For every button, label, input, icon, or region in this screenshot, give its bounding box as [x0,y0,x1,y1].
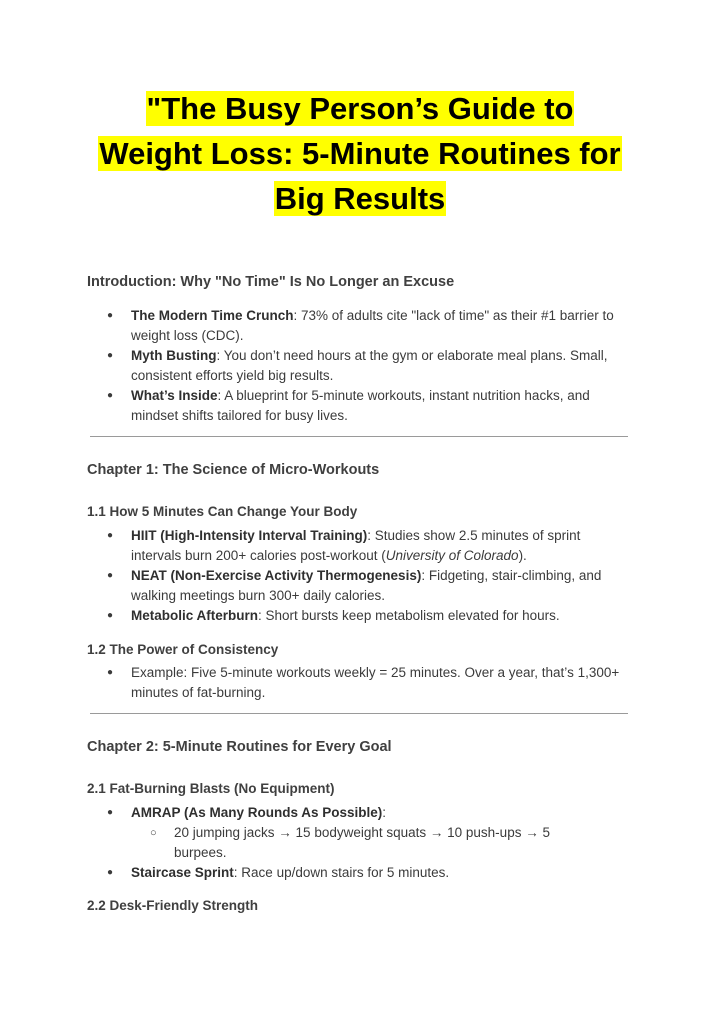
item-text: : You don’t need hours at the gym or elaborate meal plans. Small, consistent efforts yield big results. [131,348,608,383]
item-text: Example: Five 5-minute workouts weekly = 25 minutes. Over a year, that’s 1,300+ minutes of fat-burning. [131,665,620,700]
document-title [60,86,660,221]
chapter1-heading: Chapter 1: The Science of Micro-Workouts [87,462,380,478]
section-divider [90,713,628,714]
item-text: : Studies show 2.5 minutes of sprint intervals burn 200+ calories post-workout ( [131,528,581,563]
item-label: Myth Busting [131,348,217,363]
section-divider [90,436,628,437]
item-label: What’s Inside [131,388,218,403]
section-1-2-heading: 1.2 The Power of Consistency [87,642,279,657]
item-label: The Modern Time Crunch [131,308,294,323]
item-text: : Fidgeting, stair-climbing, and walking meetings burn 300+ daily calories. [131,568,602,603]
item-text: : A blueprint for 5-minute workouts, instant nutrition hacks, and mindset shifts tailored for busy lives. [131,388,590,423]
intro-list [0,306,631,426]
section-2-2-heading: 2.2 Desk-Friendly Strength [87,898,259,913]
section-2-1-heading: 2.1 Fat-Burning Blasts (No Equipment) [87,781,335,796]
list-item [0,663,631,703]
list-item [0,803,631,863]
title-line-1: "The Busy Person’s Guide to [146,91,574,126]
sub-list [131,823,631,863]
item-citation: University of Colorado [385,548,519,563]
item-label: NEAT (Non-Exercise Activity Thermogenesis) [131,568,422,583]
item-label: Metabolic Afterburn [131,608,259,623]
intro-heading: Introduction: Why "No Time" Is No Longer an Excuse [87,274,455,290]
list-item [0,306,631,346]
title-line-2: Weight Loss: 5-Minute Routines for [99,136,621,171]
list-item [0,606,631,626]
title-line-3: Big Results [274,181,446,216]
item-label: Staircase Sprint [131,865,234,880]
section-1-1-list [0,526,631,626]
item-text: : Race up/down stairs for 5 minutes. [233,865,450,880]
list-item [0,386,631,426]
list-item [0,863,631,883]
section-2-1-list [0,803,631,883]
item-text-end: ). [518,548,527,563]
list-item [0,346,631,386]
chapter2-heading: Chapter 2: 5-Minute Routines for Every Goal [87,739,392,755]
item-text: : [382,805,387,820]
list-item [0,526,631,566]
item-label: HIIT (High-Intensity Interval Training) [131,528,368,543]
section-1-2-list [0,663,631,703]
item-text: : 73% of adults cite "lack of time" as their #1 barrier to weight loss (CDC). [131,308,614,343]
section-1-1-heading: 1.1 How 5 Minutes Can Change Your Body [87,504,358,519]
list-item [0,566,631,606]
item-text: : Short bursts keep metabolism elevated for hours. [258,608,560,623]
sub-list-item: ○ 20 jumping jacks → 15 bodyweight squats → 10 push-ups → 5 burpees. [131,823,594,863]
item-label: AMRAP (As Many Rounds As Possible) [131,805,383,820]
